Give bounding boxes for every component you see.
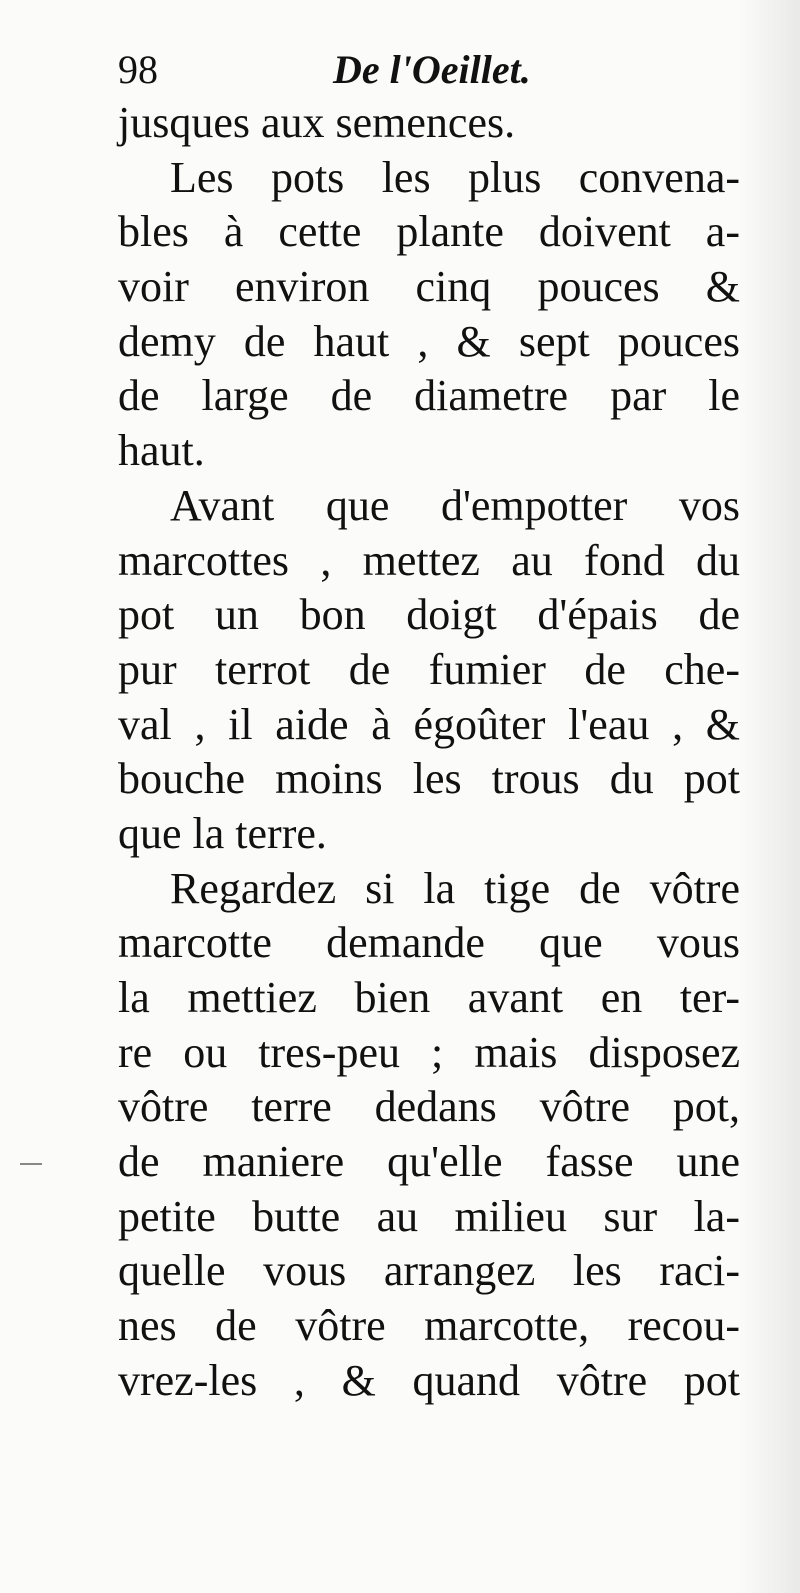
margin-mark [20, 1163, 42, 1165]
text-line: nes de vôtre marcotte, recou- [118, 1301, 740, 1351]
text-line: vôtre terre dedans vôtre pot, [118, 1082, 740, 1132]
scan-edge-shadow [740, 0, 800, 1593]
text-line: jusques aux semences. [118, 98, 516, 147]
text-line: de large de diametre par le [118, 371, 740, 421]
text-line: petite butte au milieu sur la- [118, 1191, 740, 1241]
text-line: re ou tres-peu ; mais disposez [118, 1027, 740, 1077]
text-line: Avant que d'empotter vos [170, 480, 740, 530]
text-line: pur terrot de fumier de che- [118, 644, 740, 694]
text-line: marcottes , mettez au fond du [118, 535, 740, 585]
page-number: 98 [118, 47, 158, 92]
text-line: demy de haut , & sept pouces [118, 316, 740, 366]
text-line: de maniere qu'elle fasse une [118, 1137, 740, 1187]
text-line: bles à cette plante doivent a- [118, 207, 740, 257]
text-line: Les pots les plus convena- [170, 152, 740, 202]
text-line: haut. [118, 426, 205, 476]
text-line: val , il aide à égoûter l'eau , & [118, 699, 740, 749]
text-line: pot un bon doigt d'épais de [118, 590, 740, 640]
text-line: Regardez si la tige de vôtre [170, 863, 740, 913]
running-title: De l'Oeillet. [333, 47, 531, 92]
text-line: la mettiez bien avant en ter- [118, 973, 740, 1022]
running-head [118, 40, 738, 100]
text-line: vrez-les , & quand vôtre pot [118, 1355, 740, 1405]
body-text [118, 96, 740, 1409]
text-line: quelle vous arrangez les raci- [118, 1246, 740, 1296]
text-line: bouche moins les trous du pot [118, 754, 740, 804]
text-line: que la terre. [118, 808, 327, 858]
text-line: voir environ cinq pouces & [118, 262, 740, 312]
text-line: marcotte demande que vous [118, 918, 740, 968]
